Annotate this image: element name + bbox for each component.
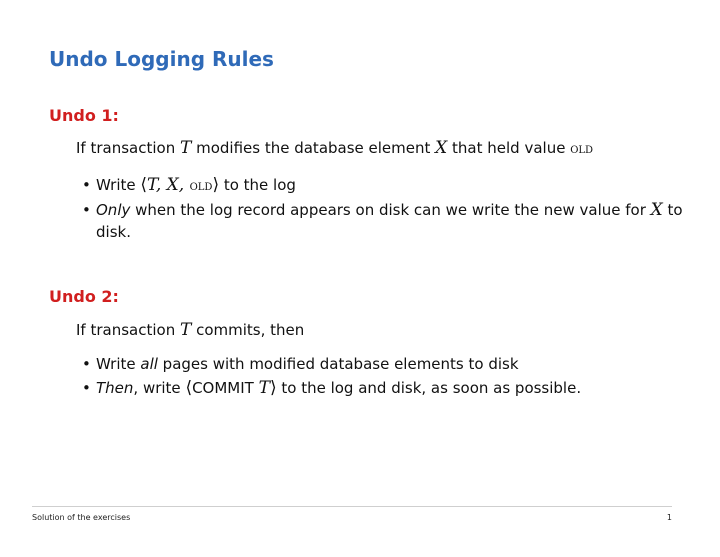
angle-open: ⟨ [185, 378, 193, 398]
angle-close: ⟩ [269, 378, 277, 398]
slide-title: Undo Logging Rules [49, 47, 274, 71]
text: to the log and disk, as soon as possible. [276, 379, 582, 397]
text: , write [133, 379, 186, 397]
var-t: T [179, 138, 192, 158]
text: Write [96, 176, 141, 194]
text: commits, then [191, 321, 305, 339]
angle-close: ⟩ [212, 175, 220, 195]
undo-1-intro [76, 137, 593, 160]
undo-1-bullets [96, 174, 686, 245]
page-number: 1 [666, 513, 672, 522]
var-x: X [435, 138, 448, 158]
footer-caption: Solution of the exercises [32, 513, 131, 522]
angle-open: ⟨ [140, 175, 148, 195]
footer-divider [32, 506, 672, 507]
emphasis: Then [96, 379, 134, 397]
bullet-item [96, 174, 686, 197]
undo-2-heading: Undo 2: [49, 287, 119, 306]
emphasis: all [140, 355, 158, 373]
text: to the log [219, 176, 296, 194]
text: to disk. [96, 201, 683, 241]
commit-keyword: COMMIT [192, 379, 259, 397]
bullet-item [96, 353, 686, 375]
text: modifies the database element [191, 139, 436, 157]
emphasis: Only [96, 201, 131, 219]
var-x: X [650, 200, 663, 220]
text: If transaction [76, 321, 180, 339]
text: that held value [447, 139, 571, 157]
undo-2-intro [76, 319, 304, 341]
text: If transaction [76, 139, 180, 157]
old-value: old [189, 178, 213, 194]
var-t: T [179, 320, 192, 340]
text: pages with modified database elements to disk [157, 355, 519, 373]
text: Write [96, 355, 141, 373]
text: when the log record appears on disk can we write the new value for [130, 201, 651, 219]
old-value: old [570, 141, 594, 157]
undo-1-heading: Undo 1: [49, 106, 119, 125]
bullet-item [96, 377, 686, 399]
undo-2-bullets [96, 353, 686, 401]
bullet-item [96, 199, 686, 243]
log-record-vars: T, X, [147, 175, 190, 195]
var-t: T [258, 378, 270, 398]
